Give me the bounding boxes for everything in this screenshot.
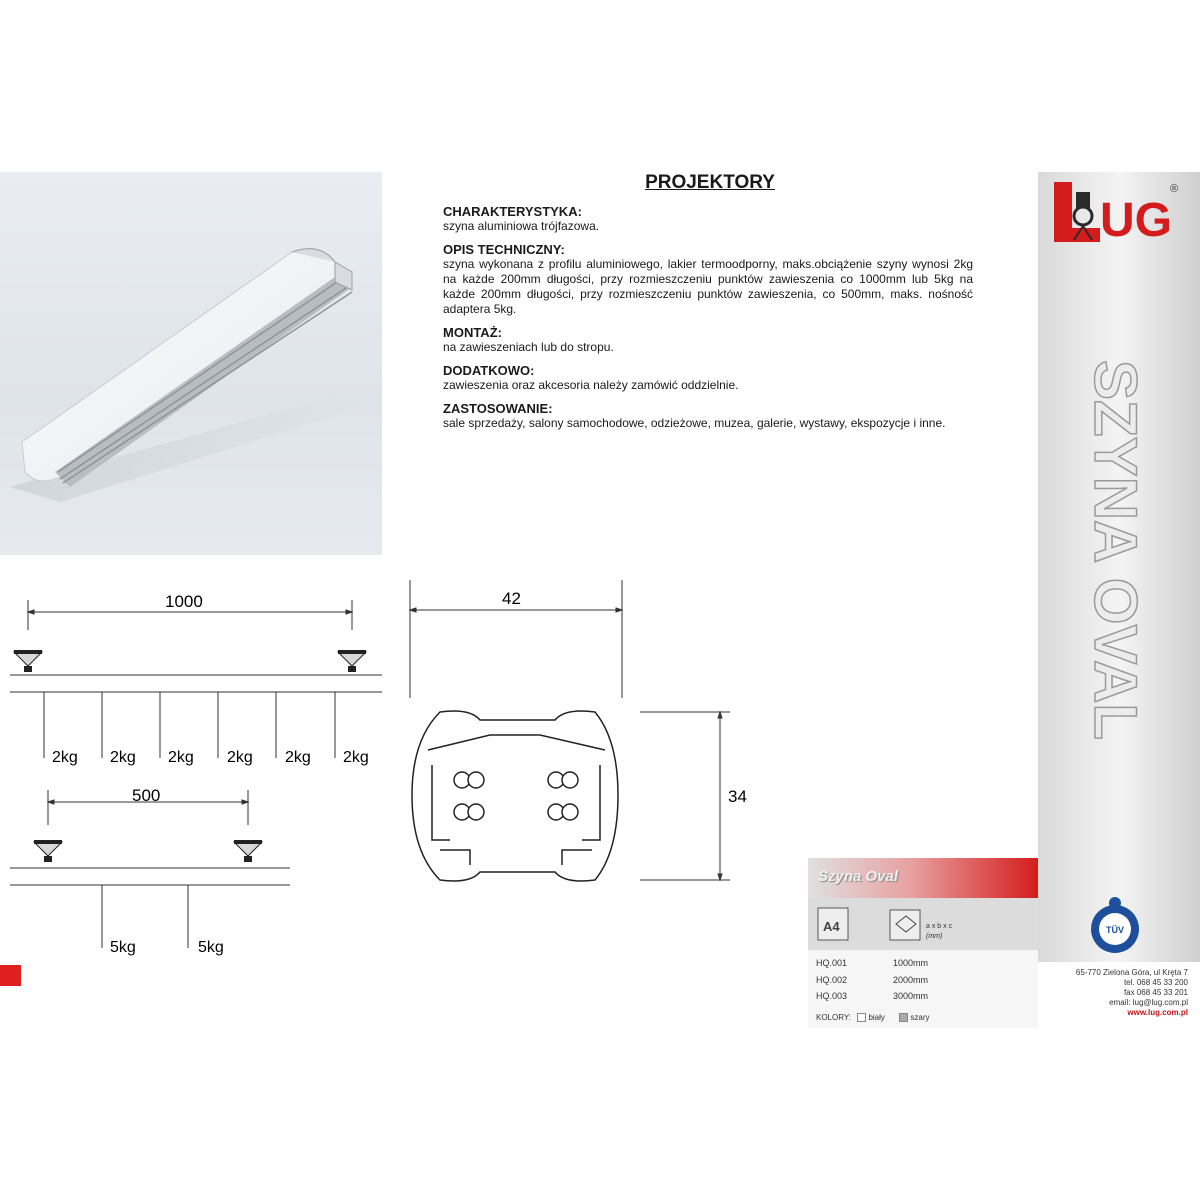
dims-unit: (mm): [926, 933, 943, 940]
load-label: 2kg: [52, 749, 78, 766]
load-label: 5kg: [110, 939, 136, 956]
section-heading: ZASTOSOWANIE:: [443, 401, 553, 416]
email: email: lug@lug.com.pl: [1109, 998, 1188, 1007]
load-label: 2kg: [227, 749, 253, 766]
product-name: Szyna Oval: [818, 868, 899, 885]
dimensions-icon: [890, 910, 920, 940]
website-link[interactable]: www.lug.com.pl: [1127, 1008, 1188, 1017]
dims-label: a x b x c: [926, 923, 953, 930]
section-body: szyna aluminiowa trójfazowa.: [443, 219, 600, 233]
section-body: na zawieszeniach lub do stropu.: [443, 340, 614, 354]
height-label: 34: [728, 787, 747, 806]
section-heading: CHARAKTERYSTYKA:: [443, 204, 582, 219]
load-label: 2kg: [343, 749, 369, 766]
product-icon-row: [808, 898, 1038, 950]
page-title: PROJEKTORY: [645, 172, 775, 193]
section-heading: DODATKOWO:: [443, 363, 535, 378]
colors-label: KOLORY:: [816, 1013, 851, 1022]
section-heading: MONTAŻ:: [443, 325, 502, 340]
product-length: 1000mm: [893, 958, 929, 968]
section-body: szyna wykonana z profilu aluminiowego, lakier termoodporny, maks.obciążenie szyny wynosi 2kg na każde 200mm długości, przy rozmieszczeniu punktów zawieszenia co 1000mm lub 5kg na każde 200mm długości, przy rozmieszczeniu punktów zawieszenia, co 500mm, maks. nośność adaptera 5kg.: [443, 257, 973, 316]
tuv-mark: TÜV: [1106, 925, 1124, 935]
color-name: biały: [868, 1013, 885, 1022]
section-body: sale sprzedaży, salony samochodowe, odzieżowe, muzea, galerie, wystawy, ekspozycje i inne.: [443, 416, 946, 430]
fax: fax 068 45 33 201: [1123, 988, 1188, 997]
hanger-icon: [34, 840, 262, 862]
lug-logo: [1050, 178, 1185, 263]
colors-row: [816, 1013, 930, 1022]
format-text: A4: [823, 919, 840, 934]
gray-swatch: [899, 1013, 908, 1022]
load-label: 2kg: [110, 749, 136, 766]
load-label: 5kg: [198, 939, 224, 956]
load-label: 2kg: [285, 749, 311, 766]
side-title-text: SZYNA OVAL: [1082, 360, 1149, 741]
product-photo: [0, 172, 382, 555]
product-code: HQ.001: [816, 958, 848, 968]
technical-drawings: [0, 580, 800, 970]
section-body: zawieszenia oraz akcesoria należy zamówić oddzielnie.: [443, 378, 739, 392]
side-title-vertical: [1075, 360, 1165, 830]
telephone: tel. 068 45 33 200: [1123, 978, 1188, 987]
contact-block: [1038, 968, 1188, 1018]
width-label: 42: [502, 589, 521, 608]
product-length: 2000mm: [893, 975, 929, 985]
span-1000-label: 1000: [165, 592, 203, 611]
rail-profile: [412, 711, 618, 881]
accent-square: [0, 965, 21, 986]
product-code: HQ.002: [816, 975, 848, 985]
logo-text: UG: [1100, 194, 1172, 247]
span-500-label: 500: [132, 786, 161, 805]
hanger-icon: [14, 650, 366, 672]
address: 65-770 Zielona Góra, ul Kręta 7: [1075, 968, 1188, 977]
section-heading: OPIS TECHNICZNY:: [443, 242, 565, 257]
color-name: szary: [910, 1013, 930, 1022]
white-swatch: [857, 1013, 866, 1022]
load-label: 2kg: [168, 749, 194, 766]
spec-text: [443, 204, 973, 431]
tuv-badge: [1085, 895, 1145, 957]
a4-format-icon: [818, 908, 848, 940]
rail-illustration: [0, 172, 382, 555]
registered-mark: ®: [1170, 183, 1179, 195]
product-code: HQ.003: [816, 991, 848, 1001]
product-length: 3000mm: [893, 991, 929, 1001]
